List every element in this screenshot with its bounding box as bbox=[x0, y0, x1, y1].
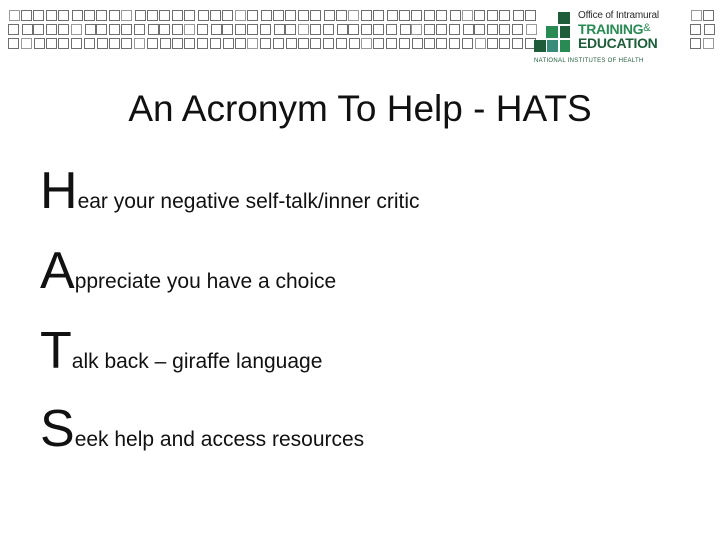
pattern-square bbox=[172, 24, 183, 35]
header-band bbox=[0, 0, 720, 62]
pattern-square bbox=[399, 10, 410, 21]
logo-education-text: EDUCATION bbox=[578, 35, 658, 51]
pattern-square bbox=[412, 38, 423, 49]
pattern-square bbox=[475, 38, 486, 49]
pattern-square bbox=[46, 10, 57, 21]
pattern-square bbox=[260, 38, 271, 49]
pattern-square bbox=[247, 24, 258, 35]
pattern-square bbox=[323, 24, 334, 35]
pattern-square bbox=[387, 10, 398, 21]
pattern-square bbox=[109, 38, 120, 49]
decorative-square-pattern bbox=[8, 10, 538, 54]
pattern-square bbox=[474, 10, 485, 21]
acronym-item-t bbox=[40, 322, 323, 380]
acronym-text: eek help and access resources bbox=[74, 428, 365, 451]
acronym-letter: H bbox=[40, 162, 78, 220]
pattern-square bbox=[512, 38, 523, 49]
pattern-square bbox=[148, 24, 159, 35]
pattern-square bbox=[135, 10, 146, 21]
acronym-letter: A bbox=[40, 242, 75, 300]
acronym-letter: S bbox=[40, 400, 75, 458]
pattern-square bbox=[499, 24, 510, 35]
pattern-square bbox=[349, 38, 360, 49]
pattern-square bbox=[96, 10, 107, 21]
pattern-square bbox=[373, 10, 384, 21]
pattern-square bbox=[285, 24, 296, 35]
pattern-square bbox=[184, 38, 195, 49]
pattern-square bbox=[247, 10, 258, 21]
pattern-square bbox=[247, 38, 258, 49]
pattern-square bbox=[21, 10, 32, 21]
pattern-square bbox=[172, 38, 183, 49]
acronym-item-s bbox=[40, 400, 365, 458]
pattern-square bbox=[703, 10, 714, 21]
pattern-square bbox=[386, 38, 397, 49]
pattern-square bbox=[513, 10, 524, 21]
pattern-square bbox=[22, 24, 33, 35]
pattern-square bbox=[310, 24, 321, 35]
acronym-text: ppreciate you have a choice bbox=[74, 270, 337, 293]
pattern-square bbox=[449, 24, 460, 35]
pattern-square bbox=[159, 24, 170, 35]
pattern-square bbox=[235, 10, 246, 21]
pattern-square bbox=[96, 24, 107, 35]
acronym-text: alk back – giraffe language bbox=[71, 350, 323, 373]
pattern-square bbox=[21, 38, 32, 49]
pattern-square bbox=[84, 38, 95, 49]
pattern-square bbox=[474, 24, 485, 35]
pattern-square bbox=[298, 38, 309, 49]
pattern-square bbox=[261, 10, 272, 21]
pattern-square bbox=[298, 24, 309, 35]
pattern-square bbox=[33, 24, 44, 35]
pattern-square bbox=[336, 38, 347, 49]
logo-training-text: TRAINING& bbox=[578, 21, 651, 37]
pattern-square bbox=[210, 10, 221, 21]
pattern-square bbox=[400, 24, 411, 35]
pattern-square bbox=[285, 10, 296, 21]
pattern-square bbox=[260, 24, 271, 35]
pattern-square bbox=[159, 10, 170, 21]
pattern-square bbox=[34, 38, 45, 49]
pattern-square bbox=[361, 24, 372, 35]
pattern-square bbox=[361, 38, 372, 49]
logo-block-icon bbox=[534, 10, 574, 56]
pattern-square bbox=[463, 24, 474, 35]
pattern-square bbox=[33, 10, 44, 21]
pattern-square bbox=[336, 10, 347, 21]
pattern-square bbox=[703, 38, 714, 49]
pattern-square bbox=[121, 38, 132, 49]
pattern-square bbox=[310, 10, 321, 21]
slide-title: An Acronym To Help - HATS bbox=[128, 88, 592, 129]
acronym-item-a bbox=[40, 242, 337, 300]
decorative-square-pattern-right bbox=[690, 10, 720, 54]
pattern-square bbox=[72, 10, 83, 21]
pattern-square bbox=[691, 10, 702, 21]
pattern-square bbox=[71, 24, 82, 35]
pattern-square bbox=[499, 10, 510, 21]
pattern-square bbox=[436, 38, 447, 49]
pattern-square bbox=[324, 10, 335, 21]
pattern-square bbox=[235, 38, 246, 49]
pattern-square bbox=[450, 10, 461, 21]
pattern-square bbox=[210, 38, 221, 49]
pattern-square bbox=[310, 38, 321, 49]
pattern-square bbox=[424, 24, 435, 35]
pattern-square bbox=[235, 24, 246, 35]
pattern-square bbox=[273, 10, 284, 21]
pattern-square bbox=[274, 24, 285, 35]
pattern-square bbox=[46, 24, 57, 35]
pattern-square bbox=[373, 38, 384, 49]
pattern-square bbox=[411, 24, 422, 35]
acronym-letter: T bbox=[40, 322, 72, 380]
pattern-square bbox=[323, 38, 334, 49]
pattern-square bbox=[46, 38, 57, 49]
pattern-square bbox=[424, 38, 435, 49]
pattern-square bbox=[499, 38, 510, 49]
pattern-square bbox=[147, 10, 158, 21]
acronym-text: ear your negative self-talk/inner critic bbox=[77, 190, 420, 213]
pattern-square bbox=[8, 38, 19, 49]
pattern-square bbox=[58, 10, 69, 21]
pattern-square bbox=[160, 38, 171, 49]
oite-logo bbox=[534, 8, 684, 64]
pattern-square bbox=[223, 38, 234, 49]
pattern-square bbox=[197, 38, 208, 49]
pattern-square bbox=[109, 10, 120, 21]
pattern-square bbox=[424, 10, 435, 21]
pattern-square bbox=[462, 38, 473, 49]
pattern-square bbox=[84, 10, 95, 21]
pattern-square bbox=[411, 10, 422, 21]
logo-nih-text: NATIONAL INSTITUTES OF HEALTH bbox=[534, 58, 644, 64]
pattern-square bbox=[211, 24, 222, 35]
pattern-square bbox=[184, 24, 195, 35]
pattern-square bbox=[121, 24, 132, 35]
pattern-square bbox=[487, 10, 498, 21]
pattern-square bbox=[147, 38, 158, 49]
pattern-square bbox=[337, 24, 348, 35]
pattern-square bbox=[704, 24, 715, 35]
pattern-square bbox=[512, 24, 523, 35]
acronym-item-h bbox=[40, 162, 420, 220]
pattern-square bbox=[348, 10, 359, 21]
pattern-square bbox=[298, 10, 309, 21]
pattern-square bbox=[436, 10, 447, 21]
pattern-square bbox=[58, 24, 69, 35]
pattern-square bbox=[197, 24, 208, 35]
pattern-square bbox=[449, 38, 460, 49]
pattern-square bbox=[487, 38, 498, 49]
pattern-square bbox=[58, 38, 69, 49]
pattern-square bbox=[85, 24, 96, 35]
pattern-square bbox=[436, 24, 447, 35]
pattern-square bbox=[134, 38, 145, 49]
pattern-square bbox=[273, 38, 284, 49]
pattern-square bbox=[462, 10, 473, 21]
pattern-square bbox=[134, 24, 145, 35]
pattern-square bbox=[121, 10, 132, 21]
pattern-square bbox=[487, 24, 498, 35]
pattern-square bbox=[109, 24, 120, 35]
pattern-square bbox=[9, 10, 20, 21]
pattern-square bbox=[71, 38, 82, 49]
logo-office-text: Office of Intramural bbox=[578, 10, 659, 21]
pattern-square bbox=[690, 24, 701, 35]
pattern-square bbox=[386, 24, 397, 35]
pattern-square bbox=[222, 24, 233, 35]
pattern-square bbox=[8, 24, 19, 35]
pattern-square bbox=[184, 10, 195, 21]
pattern-square bbox=[198, 10, 209, 21]
pattern-square bbox=[97, 38, 108, 49]
pattern-square bbox=[172, 10, 183, 21]
pattern-square bbox=[373, 24, 384, 35]
pattern-square bbox=[348, 24, 359, 35]
pattern-square bbox=[222, 10, 233, 21]
pattern-square bbox=[399, 38, 410, 49]
pattern-square bbox=[690, 38, 701, 49]
pattern-square bbox=[286, 38, 297, 49]
pattern-square bbox=[361, 10, 372, 21]
